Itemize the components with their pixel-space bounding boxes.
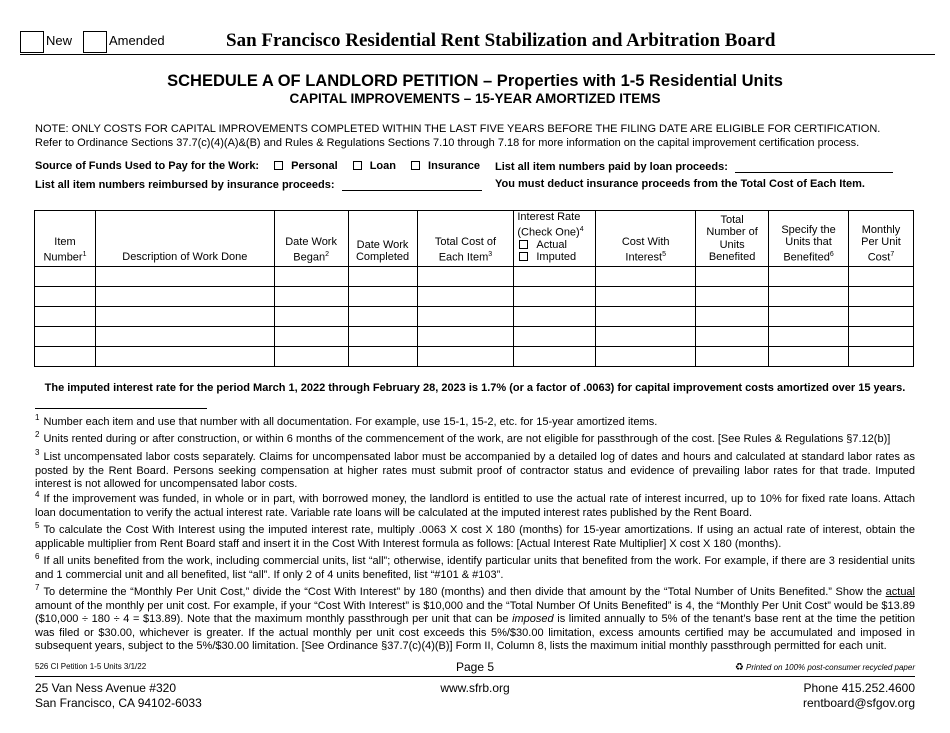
table-cell[interactable] (35, 306, 96, 326)
insurance-items-label: List all item numbers reimbursed by insurance proceeds: (35, 179, 335, 191)
table-cell[interactable] (596, 306, 696, 326)
funds-source-label: Source of Funds Used to Pay for the Work: (35, 160, 260, 172)
funds-source-row (35, 160, 480, 172)
table-cell[interactable] (274, 306, 348, 326)
actual-rate-checkbox[interactable] (519, 240, 528, 249)
footnote-2: $^2$ Units rented during or after construction, or within 6 months of the commencement of the work, are not eligible for passthrough of the cost. [See Rules & Regulations §7.12(b)] (35, 430, 891, 445)
table-cell[interactable] (514, 346, 596, 366)
table-cell[interactable] (596, 346, 696, 366)
table-cell[interactable] (849, 346, 914, 366)
loan-items-label: List all item numbers paid by loan proceeds: (495, 161, 728, 173)
table-cell[interactable] (274, 286, 348, 306)
footnote-5: $^5$ To calculate the Cost With Interest using the imputed interest rate, multiply .0063 X cost X 180 (months) for 15-year amortizations. If using an actual rate of interest, obtain the applicable multiplier from Rent Board staff and insert it in the Cost With Interest formula as follows: [Actual Interest Rate Multiplier] X cost X 180 (months). (35, 521, 915, 550)
table-cell[interactable] (274, 266, 348, 286)
table-cell[interactable] (348, 326, 417, 346)
table-cell[interactable] (514, 266, 596, 286)
col-monthly-cost: Monthly Per Unit Cost$^7$ (849, 211, 914, 267)
schedule-subtitle: CAPITAL IMPROVEMENTS – 15-YEAR AMORTIZED ITEMS (289, 91, 661, 106)
footnote-7: $^7$ To determine the “Monthly Per Unit Cost,” divide the “Cost With Interest” by 180 (months) and then divide that amount by the “Total Number of Units Benefited.” Show the actual amount of the monthly per unit cost. For example, if your “Cost With Interest” is $10,000 and the “Total Number Of Units Benefited” is 4, the “Monthly Per Unit Cost” would be $13.89 ($10,000 ÷ 180 ÷ 4 = $13.89). Note that the maximum monthly passthrough per unit that can be imposed is limited annually to 5% of the tenant’s base rent at the time the petition was filed or $30.00, whichever is greater. If the actual monthly per unit cost exceeds this 5%/$30.00 limitation, excess amounts certified may be accumulated and imposed in subsequent years, subject to the 5%/$30.00 limitation. [See Ordinance §37.7(c)(4)(B)] Form II, Column 8, lists the maximum initial monthly passthrough permitted for each unit. (35, 583, 916, 652)
table-cell[interactable] (95, 346, 274, 366)
table-cell[interactable] (849, 306, 914, 326)
table-cell[interactable] (348, 286, 417, 306)
new-label: New (46, 33, 73, 49)
col-item-number: Item Number$^1$ (35, 211, 96, 267)
footnote-divider (35, 408, 207, 409)
loan-label: Loan (369, 160, 396, 172)
table-cell[interactable] (596, 266, 696, 286)
table-cell[interactable] (35, 326, 96, 346)
email-link[interactable]: rentboard@sfgov.org (802, 696, 915, 710)
loan-checkbox[interactable] (353, 161, 362, 170)
amended-checkbox-group (83, 31, 165, 53)
improvements-table (34, 210, 914, 367)
table-cell[interactable] (769, 286, 849, 306)
table-cell[interactable] (95, 306, 274, 326)
footer-divider (35, 676, 915, 677)
table-cell[interactable] (696, 346, 769, 366)
table-cell[interactable] (514, 286, 596, 306)
col-total-cost: Total Cost of Each Item$^3$ (417, 211, 514, 267)
col-interest-rate: Interest Rate (Check One)$^4$ Actual Imputed (514, 211, 596, 267)
table-cell[interactable] (596, 326, 696, 346)
recycled-note: ♻ Printed on 100% post-consumer recycled paper (734, 662, 915, 673)
address-block: 25 Van Ness Avenue #320 San Francisco, CA 94102-6033 (35, 681, 202, 710)
loan-items-row (495, 160, 893, 173)
col-specify-units: Specify the Units that Benefited$^6$ (769, 211, 849, 267)
footnote-3: $^3$ List uncompensated labor costs separately. Claims for uncompensated labor must be accompanied by a detailed log of dates and hours and calculated at standard labor rates as posted by the Rent Board. Persons seeking compensation at higher rates must submit proof of contractor status and evidence of prevailing labor rates for that trade. Imputed interest is not allowed for uncompensated labor costs. (35, 448, 915, 490)
table-row (35, 346, 914, 366)
table-cell[interactable] (417, 286, 514, 306)
footnote-6: $^6$ If all units benefited from the work, including commercial units, list “all”; otherwise, identify particular units that benefited from the work. For example, if there are 3 residential units and 1 commercial unit and all benefited, list “all”. If only 2 of 4 units benefited, list “#101 & #103”. (35, 552, 915, 581)
table-cell[interactable] (849, 326, 914, 346)
personal-label: Personal (291, 160, 338, 172)
contact-block (803, 681, 915, 711)
table-cell[interactable] (417, 326, 514, 346)
new-checkbox[interactable] (20, 31, 44, 53)
table-cell[interactable] (696, 326, 769, 346)
table-row (35, 326, 914, 346)
amended-checkbox[interactable] (83, 31, 107, 53)
table-row (35, 266, 914, 286)
insurance-items-row (35, 178, 482, 191)
amended-label: Amended (109, 33, 165, 49)
page-number: Page 5 (455, 660, 495, 674)
table-cell[interactable] (274, 326, 348, 346)
table-cell[interactable] (514, 306, 596, 326)
phone-number: Phone 415.252.4600 (803, 681, 915, 695)
table-cell[interactable] (95, 326, 274, 346)
col-cost-with-interest: Cost With Interest$^5$ (596, 211, 696, 267)
table-row (35, 306, 914, 326)
table-cell[interactable] (95, 286, 274, 306)
table-cell[interactable] (514, 326, 596, 346)
loan-items-field[interactable] (735, 160, 893, 173)
board-name: San Francisco Residential Rent Stabilization and Arbitration Board (226, 30, 776, 51)
personal-checkbox[interactable] (274, 161, 283, 170)
table-header-row (35, 211, 914, 267)
website-link[interactable]: www.sfrb.org (440, 681, 510, 695)
table-cell[interactable] (696, 266, 769, 286)
insurance-label: Insurance (428, 160, 481, 172)
table-cell[interactable] (95, 266, 274, 286)
new-checkbox-group (20, 31, 72, 53)
table-cell[interactable] (417, 266, 514, 286)
table-cell[interactable] (35, 346, 96, 366)
deduct-instruction: You must deduct insurance proceeds from the Total Cost of Each Item. (495, 178, 865, 190)
table-cell[interactable] (769, 266, 849, 286)
footnote-4: $^4$ If the improvement was funded, in whole or in part, with borrowed money, the landlord is entitled to use the actual rate of interest incurred, up to 10% for fixed rate loans. Attach loan documentation to verify the actual interest rate. Variable rate loans will be calculated at the imputed interest rates published by the Rent Board. (35, 490, 915, 519)
col-date-completed: Date Work Completed (348, 211, 417, 267)
col-description: Description of Work Done (95, 211, 274, 267)
note-line-1: NOTE: ONLY COSTS FOR CAPITAL IMPROVEMENTS COMPLETED WITHIN THE LAST FIVE YEARS BEFORE THE FILING DATE ARE ELIGIBLE FOR CERTIFICATION. (35, 123, 881, 135)
table-cell[interactable] (274, 346, 348, 366)
table-cell[interactable] (35, 266, 96, 286)
form-header (20, 28, 935, 55)
form-id: 526 CI Petition 1-5 Units 3/1/22 (35, 662, 147, 671)
table-cell[interactable] (348, 306, 417, 326)
insurance-checkbox[interactable] (411, 161, 420, 170)
recycle-icon: ♻ (734, 662, 744, 673)
table-cell[interactable] (696, 306, 769, 326)
imputed-rate-checkbox[interactable] (519, 252, 528, 261)
table-cell[interactable] (769, 306, 849, 326)
table-cell[interactable] (417, 346, 514, 366)
footnote-1: $^1$ Number each item and use that number with all documentation. For example, use 15-1, 15-2, etc. for 15-year amortized items. (35, 413, 658, 428)
table-cell[interactable] (769, 346, 849, 366)
table-cell[interactable] (417, 306, 514, 326)
table-cell[interactable] (348, 346, 417, 366)
table-cell[interactable] (849, 286, 914, 306)
table-cell[interactable] (769, 326, 849, 346)
note-line-2: Refer to Ordinance Sections 37.7(c)(4)(A)&(B) and Rules & Regulations Sections 7.10 through 7.18 for more information on the capital improvement certification process. (35, 136, 860, 149)
imputed-rate-statement: The imputed interest rate for the period March 1, 2022 through February 28, 2023 is 1.7% (or a factor of .0063) for capital improvement costs amortized over 15 years. (44, 382, 906, 394)
table-cell[interactable] (849, 266, 914, 286)
eligibility-note (35, 123, 925, 150)
col-units-benefited: Total Number of Units Benefited (696, 211, 769, 267)
table-cell[interactable] (348, 266, 417, 286)
table-row (35, 286, 914, 306)
table-cell[interactable] (35, 286, 96, 306)
table-cell[interactable] (596, 286, 696, 306)
schedule-title: SCHEDULE A OF LANDLORD PETITION – Properties with 1-5 Residential Units (167, 72, 783, 90)
table-cell[interactable] (696, 286, 769, 306)
insurance-items-field[interactable] (342, 178, 482, 191)
col-date-began: Date Work Began$^2$ (274, 211, 348, 267)
